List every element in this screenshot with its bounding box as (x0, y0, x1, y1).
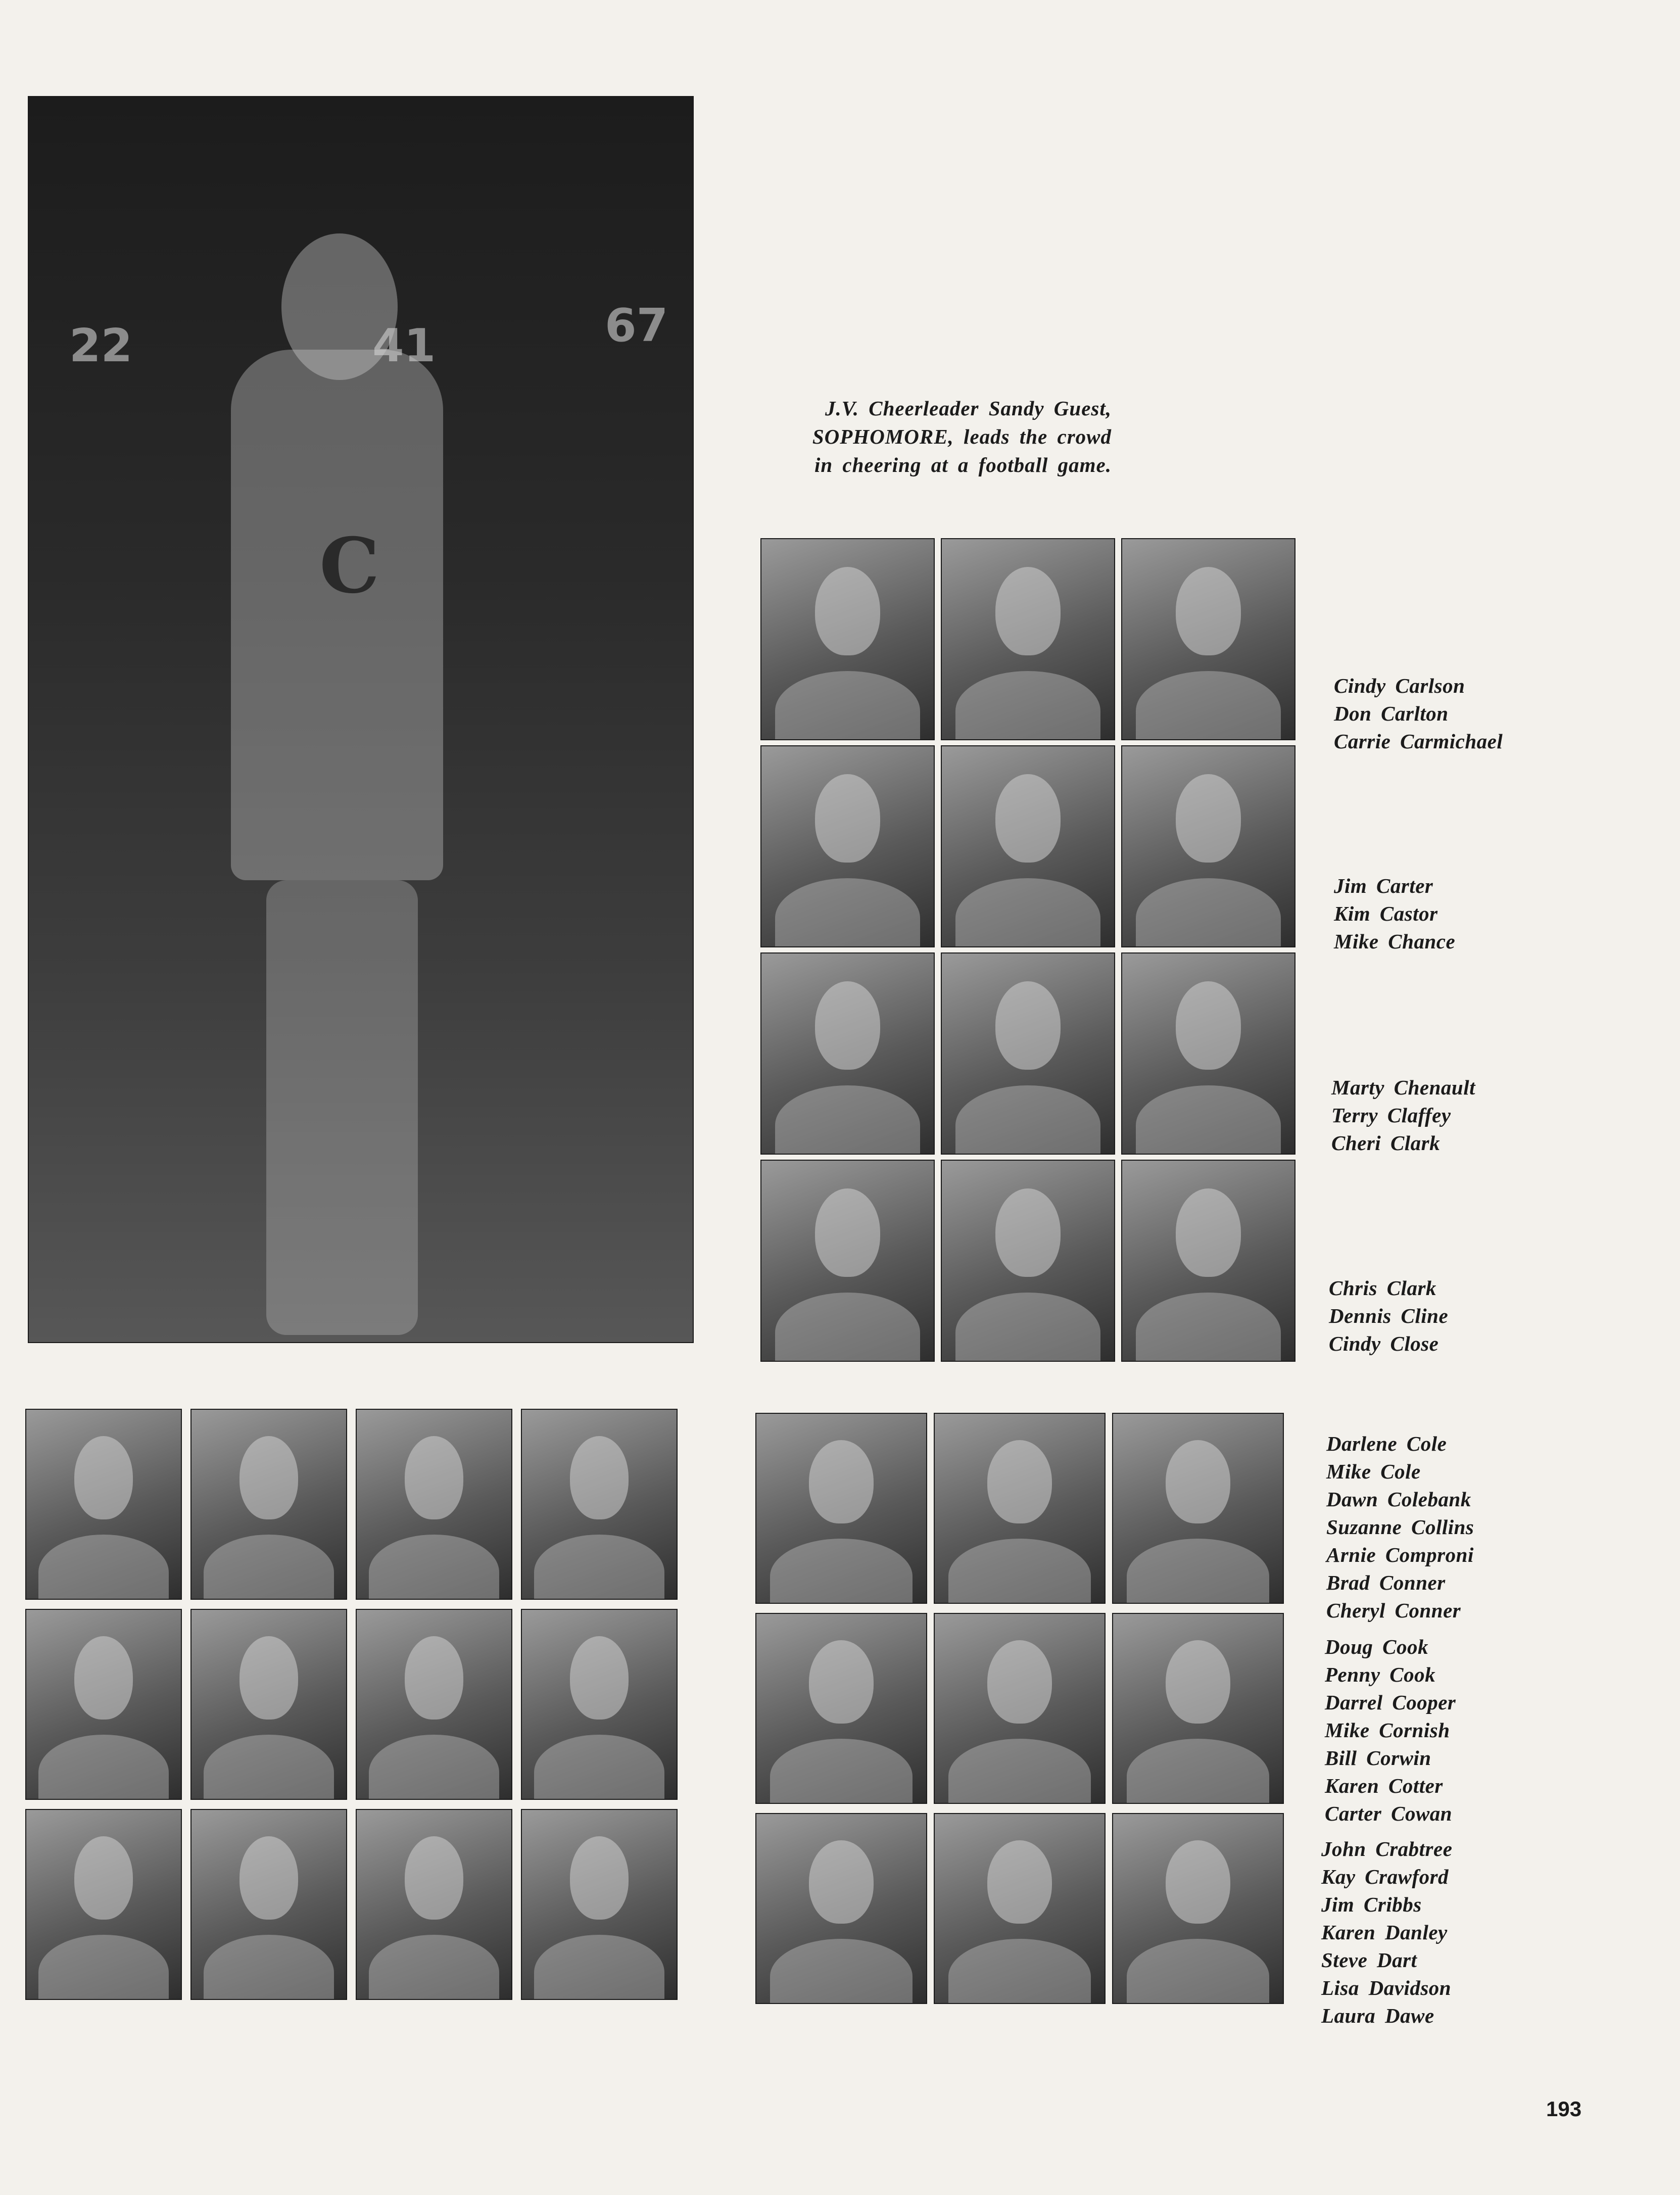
portrait-head (570, 1836, 629, 1920)
student-name: Suzanne Collins (1326, 1515, 1474, 1539)
student-name: Jim Cribbs (1321, 1893, 1422, 1916)
student-portrait (356, 1809, 512, 2000)
student-name: Cindy Close (1329, 1332, 1439, 1355)
portrait-head (995, 1188, 1061, 1276)
student-name: Chris Clark (1329, 1276, 1436, 1300)
portrait-head (1176, 567, 1241, 655)
portrait-shoulders (204, 1735, 333, 1800)
caption-line: J.V. Cheerleader Sandy Guest, (825, 397, 1112, 420)
cheerleader-photo (28, 96, 694, 1343)
student-portrait (941, 952, 1115, 1155)
portrait-head (74, 1836, 133, 1920)
portrait-head (239, 1636, 298, 1720)
student-name: Doug Cook (1325, 1635, 1429, 1658)
student-name: Karen Cotter (1325, 1774, 1443, 1797)
cheerleader-legs (266, 880, 418, 1335)
student-portrait (1121, 952, 1295, 1155)
student-name: Cindy Carlson (1334, 674, 1465, 697)
portrait-shoulders (955, 878, 1100, 947)
name-list (1334, 872, 1455, 956)
portrait-head (1166, 1640, 1230, 1724)
portrait-shoulders (1127, 1739, 1269, 1804)
student-name: Mike Chance (1334, 930, 1456, 953)
portrait-shoulders (775, 1293, 920, 1362)
student-portrait (934, 1613, 1106, 1804)
student-portrait (521, 1409, 678, 1600)
student-name: Kay Crawford (1321, 1865, 1449, 1888)
portrait-shoulders (948, 1939, 1091, 2004)
portrait-shoulders (369, 1735, 499, 1800)
portrait-head (809, 1440, 874, 1523)
portrait-head (239, 1436, 298, 1519)
portrait-head (995, 774, 1061, 862)
portrait-shoulders (38, 1535, 168, 1600)
portrait-head (405, 1636, 463, 1720)
portrait-shoulders (1136, 671, 1280, 740)
student-portrait (1112, 1613, 1284, 1804)
portrait-shoulders (955, 1085, 1100, 1155)
portrait-head (995, 567, 1061, 655)
student-portrait (934, 1813, 1106, 2004)
student-name: Terry Claffey (1331, 1104, 1451, 1127)
name-list (1326, 1430, 1474, 1625)
student-portrait (760, 1160, 935, 1362)
student-portrait (1121, 538, 1295, 740)
portrait-head (74, 1436, 133, 1519)
portrait-shoulders (1136, 1085, 1280, 1155)
portrait-head (815, 774, 881, 862)
student-portrait (941, 1160, 1115, 1362)
student-portrait (190, 1409, 347, 1600)
page-number: 193 (1546, 2097, 1582, 2121)
student-portrait (755, 1613, 927, 1804)
student-name: Laura Dawe (1321, 2004, 1434, 2027)
student-name: Darrel Cooper (1325, 1691, 1456, 1714)
caption-line: SOPHOMORE, leads the crowd (812, 425, 1112, 448)
student-name: Dawn Colebank (1326, 1488, 1471, 1511)
portrait-head (405, 1836, 463, 1920)
portrait-head (1176, 774, 1241, 862)
portrait-head (405, 1436, 463, 1519)
student-name: Bill Corwin (1325, 1746, 1431, 1770)
student-portrait (1121, 745, 1295, 947)
portrait-shoulders (955, 1293, 1100, 1362)
portrait-shoulders (770, 1539, 913, 1604)
cheerleader-body (231, 350, 443, 880)
portrait-shoulders (369, 1535, 499, 1600)
portrait-head (1166, 1440, 1230, 1523)
portrait-head (987, 1640, 1052, 1724)
name-list (1321, 1835, 1452, 2030)
student-portrait (934, 1413, 1106, 1604)
portrait-head (239, 1836, 298, 1920)
student-name: Mike Cornish (1325, 1719, 1450, 1742)
student-portrait (25, 1409, 182, 1600)
portrait-shoulders (775, 1085, 920, 1155)
student-portrait (356, 1409, 512, 1600)
student-portrait (941, 538, 1115, 740)
student-portrait (1112, 1413, 1284, 1604)
name-list (1329, 1274, 1448, 1358)
name-list (1331, 1074, 1475, 1157)
student-name: Karen Danley (1321, 1921, 1448, 1944)
student-portrait (521, 1809, 678, 2000)
portrait-shoulders (38, 1735, 168, 1800)
student-name: Cheri Clark (1331, 1131, 1441, 1155)
portrait-shoulders (948, 1539, 1091, 1604)
student-name: Dennis Cline (1329, 1304, 1449, 1327)
student-name: Penny Cook (1325, 1663, 1436, 1686)
portrait-head (815, 981, 881, 1069)
student-name: Arnie Comproni (1326, 1543, 1474, 1566)
portrait-head (1176, 1188, 1241, 1276)
student-portrait (760, 952, 935, 1155)
portrait-shoulders (38, 1935, 168, 2000)
student-portrait (356, 1609, 512, 1800)
portrait-head (995, 981, 1061, 1069)
portrait-shoulders (955, 671, 1100, 740)
portrait-head (987, 1840, 1052, 1924)
student-portrait (25, 1809, 182, 2000)
portrait-head (570, 1436, 629, 1519)
student-name: Marty Chenault (1331, 1076, 1475, 1099)
student-name: Jim Carter (1334, 874, 1433, 897)
student-name: Carter Cowan (1325, 1802, 1453, 1825)
student-portrait (190, 1609, 347, 1800)
sweater-letter: C (319, 521, 380, 610)
photo-caption (758, 394, 1112, 479)
student-portrait (755, 1413, 927, 1604)
student-portrait (521, 1609, 678, 1800)
student-portrait (25, 1609, 182, 1800)
jersey-number: 67 (605, 299, 668, 352)
student-name: Don Carlton (1334, 702, 1449, 725)
portrait-shoulders (204, 1935, 333, 2000)
portrait-head (809, 1640, 874, 1724)
portrait-head (809, 1840, 874, 1924)
portrait-head (815, 567, 881, 655)
portrait-shoulders (369, 1935, 499, 2000)
portrait-shoulders (204, 1535, 333, 1600)
portrait-shoulders (534, 1735, 664, 1800)
caption-line: in cheering at a football game. (814, 453, 1112, 476)
portrait-head (987, 1440, 1052, 1523)
student-portrait (755, 1813, 927, 2004)
student-name: Brad Conner (1326, 1571, 1446, 1594)
portrait-shoulders (770, 1939, 913, 2004)
student-name: John Crabtree (1321, 1837, 1453, 1860)
student-portrait (1121, 1160, 1295, 1362)
student-portrait (760, 745, 935, 947)
portrait-shoulders (534, 1535, 664, 1600)
student-name: Cheryl Conner (1326, 1599, 1461, 1622)
portrait-head (1166, 1840, 1230, 1924)
student-name: Mike Cole (1326, 1460, 1421, 1483)
portrait-shoulders (775, 671, 920, 740)
name-list (1334, 672, 1503, 755)
portrait-shoulders (1136, 878, 1280, 947)
student-name: Kim Castor (1334, 902, 1438, 925)
student-portrait (1112, 1813, 1284, 2004)
jersey-number: 22 (69, 319, 133, 372)
portrait-shoulders (1127, 1539, 1269, 1604)
portrait-shoulders (534, 1935, 664, 2000)
portrait-shoulders (948, 1739, 1091, 1804)
student-name: Steve Dart (1321, 1948, 1417, 1972)
student-portrait (760, 538, 935, 740)
portrait-head (74, 1636, 133, 1720)
portrait-shoulders (1136, 1293, 1280, 1362)
portrait-head (1176, 981, 1241, 1069)
student-name: Darlene Cole (1326, 1432, 1447, 1455)
student-name: Carrie Carmichael (1334, 730, 1503, 753)
portrait-shoulders (770, 1739, 913, 1804)
portrait-shoulders (1127, 1939, 1269, 2004)
student-portrait (941, 745, 1115, 947)
student-name: Lisa Davidson (1321, 1976, 1452, 1999)
name-list (1325, 1633, 1456, 1828)
jersey-number: 41 (372, 319, 436, 372)
portrait-head (570, 1636, 629, 1720)
student-portrait (190, 1809, 347, 2000)
portrait-head (815, 1188, 881, 1276)
portrait-shoulders (775, 878, 920, 947)
